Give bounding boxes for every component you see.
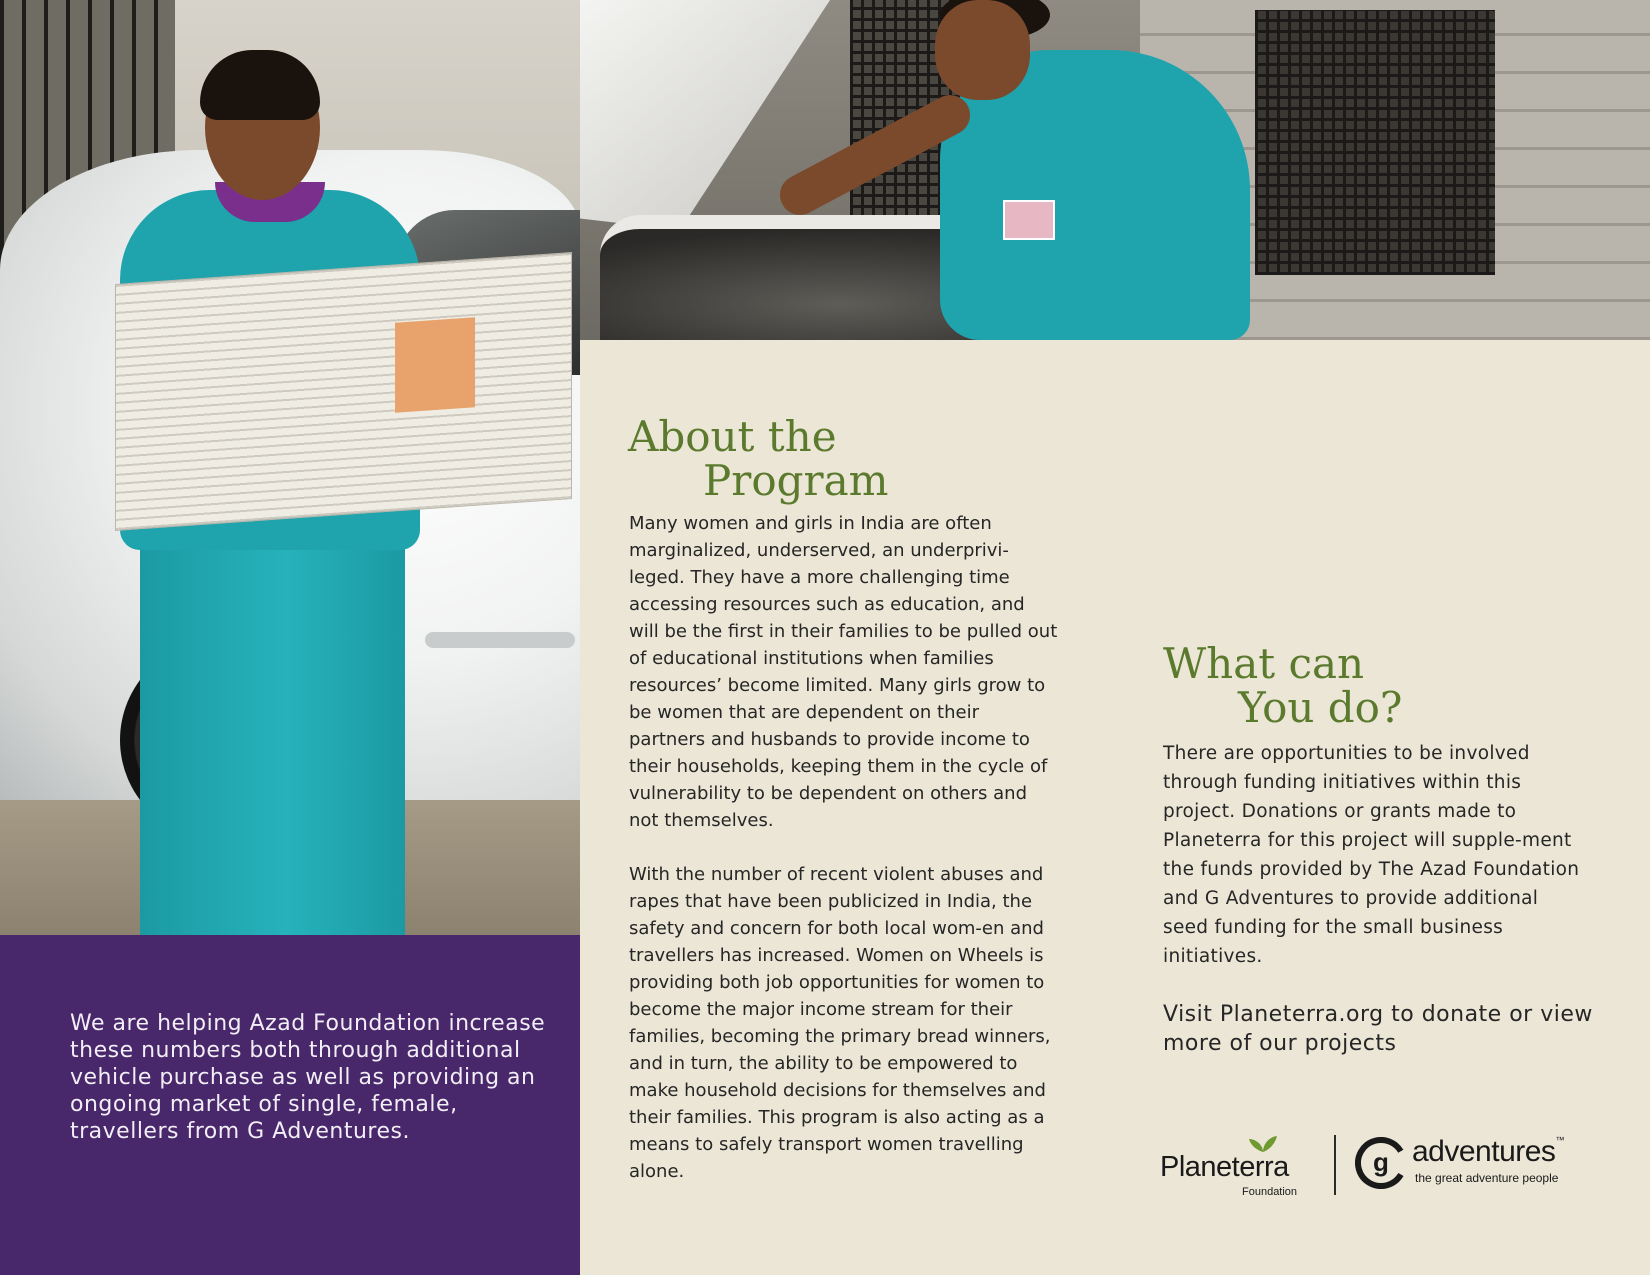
- purple-panel-text: We are helping Azad Foundation increase these numbers both through additional vehicle purchase as well as providing an ongoing market of single, female, travellers from G Adventures.: [70, 1011, 546, 1144]
- about-heading-line1: About the: [628, 412, 837, 461]
- about-heading: [628, 412, 889, 505]
- g-adventures-icon: [1355, 1137, 1407, 1189]
- visit-link-text: Visit Planeterra.org to donate or view more of our projects: [1163, 1002, 1593, 1056]
- what-can-heading: [1163, 639, 1403, 732]
- photo-newspaper-ad: [395, 317, 475, 413]
- about-paragraph-2: With the number of recent violent abuses and rapes that have been publicized in India, the safety and concern for both local wom-en and travellers has increased. Women on Wheels is providing both job opportunities for women to become the major income stream for their families, becoming the primary bread winners, and in turn, the ability to be empowered to make household decisions for themselves and their families. This program is also acting as a means to safely transport women travelling alone.: [629, 864, 1051, 1182]
- g-adventures-wordmark: [1412, 1135, 1564, 1169]
- g-adventures-logo: [1355, 1135, 1575, 1195]
- photo-woman-at-car-engine: [580, 0, 1650, 340]
- what-can-heading-line2: You do?: [1238, 683, 1403, 732]
- photo-woman-reading-newspaper: [0, 0, 580, 935]
- about-paragraph-1: Many women and girls in India are often marginalized, underserved, an underprivi-leged. They have a more challenging time accessing resources such as education, and will be the first in their families to be pulled out of educational institutions when families resources’ become limited. Many girls grow to be women that are dependent on their partners and husbands to provide income to their households, keeping them in the cycle of vulnerability to be dependent on others and not themselves.: [629, 513, 1058, 831]
- trademark-symbol: ™: [1555, 1135, 1564, 1145]
- logo-divider: [1334, 1135, 1336, 1195]
- photo-car-handle: [425, 632, 575, 648]
- g-letter: g: [1373, 1147, 1389, 1177]
- what-can-paragraph: There are opportunities to be involved through funding initiatives within this project. Donations or grants made to Planeterra for this project will supple-ment the funds provided by The Azad Foundation and G Adventures to provide additional seed funding for the small business initiatives.: [1163, 743, 1580, 967]
- g-adventures-tagline: the great adventure people: [1415, 1171, 1559, 1185]
- what-can-heading-line1: What can: [1163, 639, 1365, 688]
- planeterra-logo: [1160, 1133, 1320, 1198]
- photo-window-grille: [1255, 10, 1495, 275]
- planeterra-wordmark: Planeterra: [1160, 1151, 1289, 1183]
- planeterra-subtitle: Foundation: [1242, 1186, 1298, 1198]
- photo-mechanic-head: [935, 0, 1030, 100]
- about-heading-line2: Program: [703, 456, 889, 505]
- photo-newspaper: [115, 252, 572, 531]
- photo-id-badge: [1003, 200, 1055, 240]
- photo-person-legs: [140, 500, 405, 935]
- g-adventures-name: adventures: [1412, 1135, 1556, 1168]
